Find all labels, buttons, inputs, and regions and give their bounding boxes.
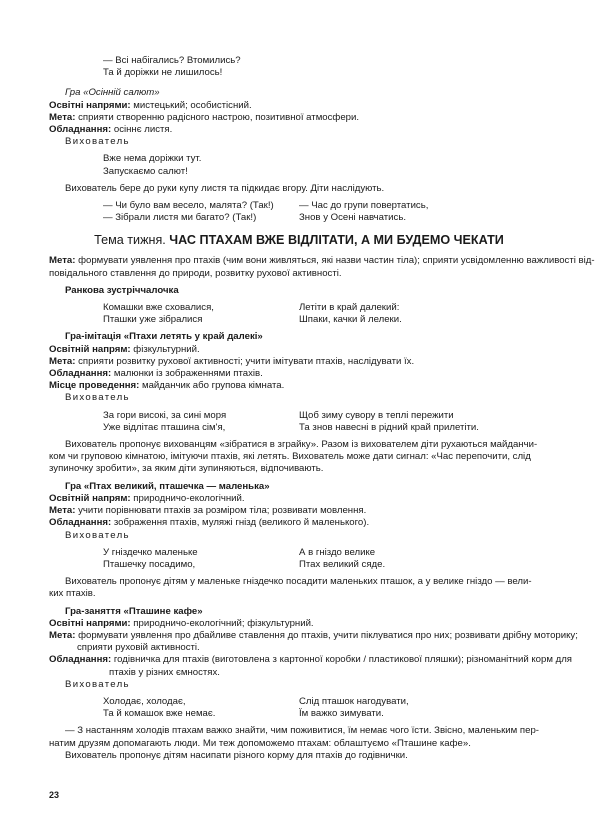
speaker-label: Вихователь: [65, 392, 130, 404]
paragraph: натим друзям допомагають люди. Ми теж допоможемо птахам: облаштуємо «Пташине кафе».: [49, 737, 471, 749]
info-row: Мета: сприяти розвитку рухової активності; учити імітувати птахів, наслідувати їх.: [49, 355, 415, 367]
info-row: Місце проведення: майданчик або групова кімната.: [49, 380, 285, 392]
verse-line: Та й доріжки не лишилось!: [103, 67, 223, 79]
info-row: Обладнання: малюнки із зображеннями птахів.: [49, 368, 263, 380]
info-row: Мета: формувати уявлення про дбайливе ставлення до птахів, учити піклуватися про них; розвивати дрібну моторику;: [49, 629, 578, 641]
paragraph: Вихователь пропонує дітям насипати різного корму для птахів до годівнички.: [65, 749, 408, 761]
section-title: Ранкова зустріччалочка: [65, 284, 179, 296]
info-row: Освітні напрями: природничо-екологічний; фізкультурний.: [49, 617, 314, 629]
game-title: Гра «Птах великий, пташечка — маленька»: [65, 480, 270, 492]
paragraph: зупиночку зробити», за яким діти зупиняються, відпочивають.: [49, 463, 324, 475]
paragraph: Вихователь бере до руки купу листя та підкидає вгору. Діти наслідують.: [65, 182, 385, 194]
speaker-label: Вихователь: [65, 136, 130, 148]
verse-block: За гори високі, за сині моря Уже відлітає пташина сім'я, Щоб зиму сувору в теплі пережити Та знов навесні в рідний край прилетіти.: [103, 409, 479, 433]
verse-line: Запускаємо салют!: [103, 165, 188, 177]
speaker-label: Вихователь: [65, 529, 130, 541]
verse-block: Холодає, холодає, Та й комашок вже немає. Слід пташок нагодувати, Їм важко зимувати.: [103, 695, 409, 720]
info-row: Освітній напрям: природничо-екологічний.: [49, 492, 245, 504]
page-content: [49, 55, 595, 762]
page-number: 23: [49, 790, 60, 800]
info-row-cont: птахів у різних ємностях.: [109, 666, 220, 678]
info-row-cont: сприяти руховій активності.: [77, 642, 200, 654]
info-row: Освітній напрям: фізкультурний.: [49, 343, 200, 355]
verse-line: Вже нема доріжки тут.: [103, 153, 202, 165]
verse-block: Комашки вже сховалися, Пташки уже зібралися Летіти в край далекий: Шпаки, качки й лелеки.: [103, 302, 402, 326]
info-row: Обладнання: зображення птахів, муляжі гнізд (великого й маленького).: [49, 517, 370, 529]
info-row: Мета: сприяти створенню радісного настрою, позитивної атмосфери.: [49, 111, 360, 123]
verse-block: У гніздечко маленьке Пташечку посадимо, А в гніздо велике Птах великий сяде.: [103, 546, 386, 570]
week-theme-heading: Тема тижня. ЧАС ПТАХАМ ВЖЕ ВІДЛІТАТИ, А МИ БУДЕМО ЧЕКАТИ: [94, 233, 504, 248]
dialog-block: — Чи було вам весело, малята? (Так!) — Зібрали листя ми багато? (Так!) — Час до групи повертатись, Знов у Осені навчатись.: [103, 200, 429, 224]
paragraph: ких птахів.: [49, 588, 96, 600]
verse-line: — Всі набігались? Втомились?: [103, 55, 241, 66]
speaker-label: Вихователь: [65, 678, 130, 690]
paragraph: Вихователь пропонує вихованцям «зібратися в зграйку». Разом із вихователем діти рухаються майданчи-: [65, 439, 538, 451]
info-row: Освітні напрями: мистецький; особистісний.: [49, 99, 252, 111]
info-row: Мета: учити порівнювати птахів за розміром тіла; розвивати мовлення.: [49, 505, 367, 517]
game-title: Гра-імітація «Птахи летять у край далекі»: [65, 331, 263, 343]
paragraph: ком чи груповою кімнатою, імітуючи птахів, які летять. Вихователь може дати сигнал: «Час перепочити, слід: [49, 451, 531, 463]
paragraph: — З настанням холодів птахам важко знайти, чим поживитися, їм немає чого їсти. Звісно, маленьким пер-: [65, 725, 539, 737]
game-title: Гра «Осінній салют»: [65, 87, 160, 99]
goal-row-cont: повідального ставлення до природи, розвитку рухової активності.: [49, 267, 342, 279]
goal-row: Мета: формувати уявлення про птахів (чим вони живляться, які назви частин тіла); сприяти усвідомленню важливості від-: [49, 255, 595, 267]
info-row: Обладнання: годівничка для птахів (виготовлена з картонної коробки / пластикової пляшки); різноманітний корм для: [49, 654, 572, 666]
info-row: Обладнання: осіннє листя.: [49, 124, 173, 136]
paragraph: Вихователь пропонує дітям у маленьке гніздечко посадити маленьких пташок, а у велике гніздо — вели-: [65, 576, 532, 588]
game-title: Гра-заняття «Пташине кафе»: [65, 605, 203, 617]
